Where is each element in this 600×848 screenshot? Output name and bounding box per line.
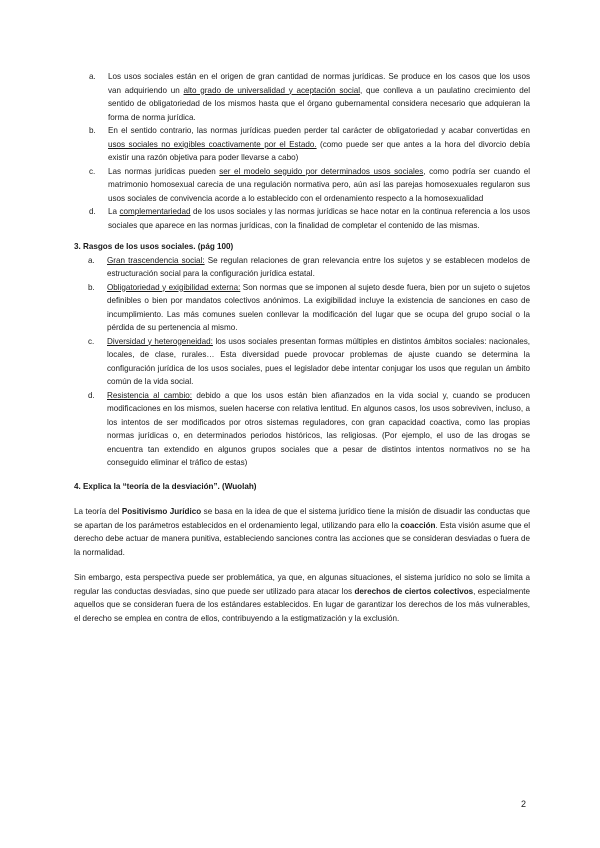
- item-text: Los usos sociales están en el origen de gran cantidad de normas jurídicas. Se produce en los casos que los usos van adquiriendo un: [108, 72, 530, 95]
- list-marker: d.: [88, 390, 95, 400]
- list-marker: c.: [89, 166, 96, 176]
- list-item: [74, 254, 530, 281]
- item-text: En el sentido contrario, las normas jurídicas pueden perder tal carácter de obligatoriedad y acabar convertidas en: [108, 126, 530, 135]
- paragraph-text: . Esta visión asume que el derecho debe actuar de manera punitiva, estableciendo sanciones contra las acciones que se consideran desviadas o fuera de la normalidad.: [74, 520, 531, 557]
- page-number: 2: [520, 799, 526, 809]
- list-item: [74, 205, 530, 232]
- underlined-phrase: alto grado de universalidad y aceptación social,: [183, 85, 363, 95]
- item-text: que conlleva a un paulatino crecimiento del sentido de obligatoriedad de los mismos hasta que el órgano gubernamental considera necesario que adquieran la forma de norma jurídica.: [108, 85, 530, 122]
- item-text: Son normas que se imponen al sujeto desde fuera, bien por un sujeto o sujetos definibles o bien por mandatos colectivos anónimos. La exigibilidad incluye la existencia de sanciones en caso de incumplimiento. Las más comunes suelen conllevar la modificación del lugar que se ocupa del grupo social o la pérdida de su pertenencia al mismo.: [107, 282, 530, 332]
- section3-list: [74, 254, 530, 470]
- bold-term: coacción: [400, 520, 436, 530]
- list-item: [74, 335, 530, 389]
- item-text: Se regulan relaciones de gran relevancia entre los sujetos y se establecen modelos de estructuración social para la configuración jurídica estatal.: [107, 255, 530, 278]
- bold-term: Positivismo Jurídico: [121, 507, 202, 516]
- item-text: los usos sociales presentan formas múltiples en distintos ámbitos sociales: nacionales, locales, de clase, rurales… Esta diversidad puede provocar problemas de ajuste cuando se determina la configuración jurídica de los usos sociales, pues el legislador debe intentar conjugar los usos que regulan un ámbito común de la vida social.: [107, 336, 531, 386]
- list-marker: a.: [89, 72, 96, 81]
- item-text: La: [108, 207, 120, 216]
- list-marker: a.: [88, 255, 95, 265]
- underlined-phrase: complementariedad: [119, 207, 191, 216]
- list-item: [74, 281, 530, 335]
- underlined-phrase: usos sociales no exigibles coactivamente por el Estado.: [108, 139, 317, 149]
- list-item: [74, 389, 530, 470]
- item-text: Las normas jurídicas pueden: [108, 166, 220, 176]
- feature-title: Resistencia al cambio:: [107, 390, 193, 400]
- item-text: de los usos sociales y las normas jurídicas se hace notar en la continua referencia a los usos sociales que aparece en las normas jurídicas, con la finalidad de completar el contenido de las mismas.: [108, 207, 530, 230]
- item-text: debido a que los usos están bien afianzados en la vida social y, cuando se producen modificaciones en los mismos, suelen hacerse con relativa lentitud. En algunos casos, los usos sobreviven, incluso, a los intentos de ser modificados por otros sistemas reguladores, con gran capacidad coactiva, como las propias normas jurídicas o, en determinados periodos históricos, las religiosas. (Por ejemplo, el uso de las drogas se encuentra tan extendido en algunos grupos sociales que a pesar de distintos intentos normativos no se ha conseguido eliminar el tráfico de estas): [107, 390, 530, 467]
- paragraph-text: La teoría del: [74, 507, 122, 516]
- feature-title: Diversidad y heterogeneidad:: [107, 336, 213, 346]
- paragraph-text: Sin embargo, esta perspectiva puede ser problemática, ya que, en algunas situaciones, el sistema jurídico no solo se limita a regular las conductas desviadas, sino que puede ser utilizado para atacar los: [74, 573, 530, 596]
- list-item: [74, 124, 530, 165]
- item-text: , como podría ser cuando el matrimonio homosexual carecia de una regulación normativa pero, aún así las parejas homosexuales regularon sus usos sociales de convivencia acorde a lo establecido con el ordenamiento respecto a la homosexualidad: [108, 166, 530, 203]
- list-marker: d.: [89, 207, 96, 216]
- section3-heading: 3. Rasgos de los usos sociales. (pág 100): [74, 242, 234, 251]
- paragraph-text: , especialmente aquellos que se consideran fuera de los estándares establecidos. En lugar de garantizar los derechos de los más vulnerables, el derecho se emplea en contra de ellos, contribuyendo a la estigmatización y la exclusión.: [74, 586, 530, 623]
- list-item: [74, 70, 530, 124]
- list-marker: b.: [89, 126, 96, 135]
- item-text: (como puede ser que antes a la hora del divorcio debía existir una razón objetiva para poder llevarse a cabo): [108, 139, 530, 162]
- list-marker: c.: [88, 336, 95, 346]
- section2-list: [74, 70, 530, 232]
- feature-title: Obligatoriedad y exigibilidad externa:: [107, 282, 241, 292]
- underlined-phrase: ser el modelo seguido por determinados usos sociales: [219, 166, 424, 176]
- page-content: [74, 70, 530, 625]
- paragraph-text: se basa en la idea de que el sistema jurídico tiene la misión de disuadir las conductas que se apartan de los parámetros establecidos en el ordenamiento legal, utilizando para ello la: [74, 507, 531, 530]
- section4-heading: 4. Explica la “teoría de la desviación”. (Wuolah): [74, 481, 257, 491]
- paragraph: [74, 505, 530, 559]
- list-item: [74, 165, 530, 206]
- paragraph: [74, 571, 530, 625]
- feature-title: Gran trascendencia social:: [107, 255, 205, 265]
- list-marker: b.: [88, 282, 95, 292]
- bold-term: derechos de ciertos colectivos: [354, 586, 474, 596]
